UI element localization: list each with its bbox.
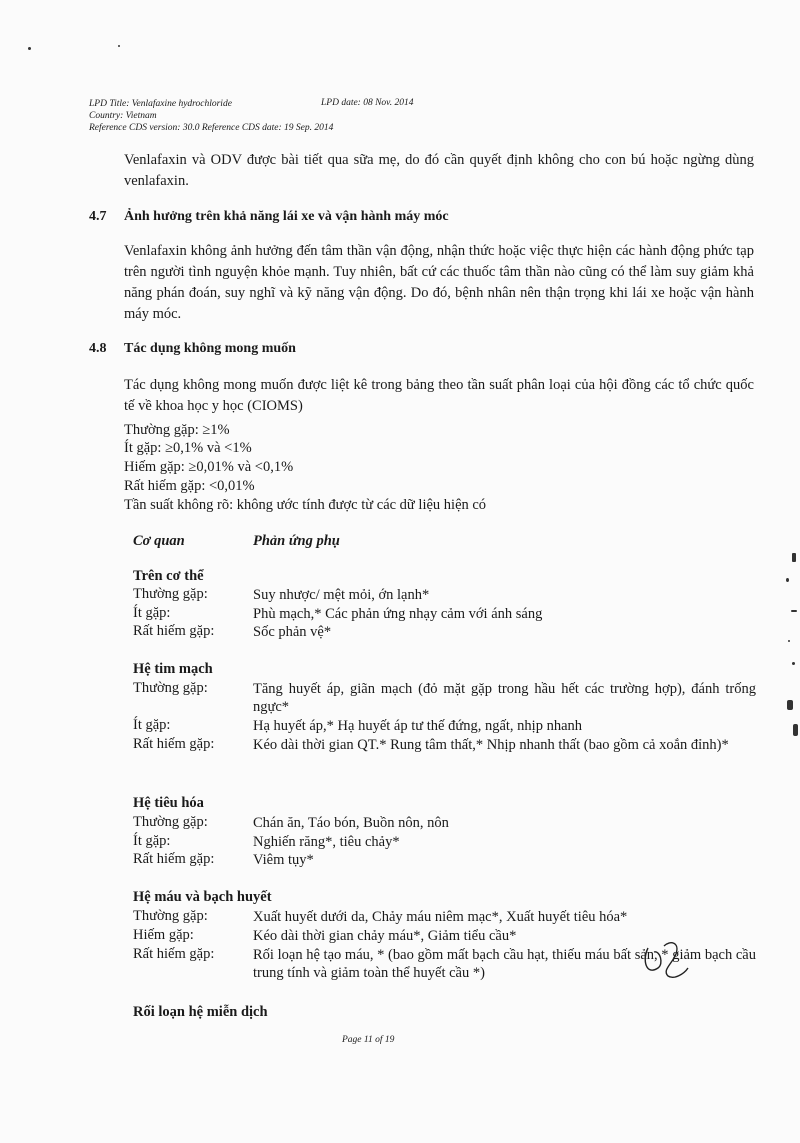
frequency-line: Thường gặp: ≥1%: [124, 422, 230, 438]
column-header-organ: Cơ quan: [133, 533, 185, 549]
reaction-value: Hạ huyết áp,* Hạ huyết áp tư thế đứng, ngất, nhịp nhanh: [253, 718, 583, 734]
frequency-line: Rất hiếm gặp: <0,01%: [124, 478, 255, 494]
frequency-label: Ít gặp:: [133, 833, 171, 849]
header-country: Country: Vietnam: [89, 111, 157, 121]
reaction-value: Chán ăn, Táo bón, Buồn nôn, nôn: [253, 815, 449, 831]
scan-speck: [792, 662, 795, 665]
group-title: Hệ máu và bạch huyết: [133, 889, 272, 905]
reaction-value: Viêm tụy*: [253, 852, 314, 868]
group-title: Trên cơ thể: [133, 568, 204, 584]
frequency-label: Thường gặp:: [133, 680, 208, 696]
section-number: 4.7: [89, 209, 107, 224]
frequency-line: Tần suất không rõ: không ước tính được từ các dữ liệu hiện có: [124, 497, 487, 513]
group-title: Hệ tiêu hóa: [133, 795, 204, 811]
scan-speck: [792, 553, 796, 562]
scan-speck: [788, 640, 790, 642]
scan-speck: [791, 610, 797, 612]
frequency-label: Rất hiếm gặp:: [133, 736, 215, 752]
intro-paragraph: Venlafaxin và ODV được bài tiết qua sữa mẹ, do đó cần quyết định không cho con bú hoặc ngừng dùng venlafaxin.: [124, 152, 754, 189]
frequency-label: Ít gặp:: [133, 605, 171, 621]
reaction-value: Kéo dài thời gian chảy máu*, Giảm tiểu cầu*: [253, 928, 517, 944]
frequency-label: Hiếm gặp:: [133, 927, 194, 943]
section-title: Tác dụng không mong muốn: [124, 341, 296, 356]
frequency-label: Rất hiếm gặp:: [133, 623, 215, 639]
frequency-label: Ít gặp:: [133, 717, 171, 733]
header-reference: Reference CDS version: 30.0 Reference CDS date: 19 Sep. 2014: [89, 123, 334, 133]
scan-speck: [793, 724, 798, 736]
scan-speck: [28, 47, 31, 50]
reaction-value: Tăng huyết áp, giãn mạch (đỏ mặt gặp trong hầu hết các trường hợp), đánh trống ngực*: [253, 681, 756, 715]
frequency-label: Rất hiếm gặp:: [133, 946, 215, 962]
section-body: Venlafaxin không ảnh hưởng đến tâm thần vận động, nhận thức hoặc việc thực hiện các hành động phức tạp trên người tình nguyện khỏe mạnh. Tuy nhiên, bất cứ các thuốc tâm thần nào cũng có thể làm suy giảm khả năng phán đoán, suy nghĩ và kỹ năng vận động. Do đó, bệnh nhân nên thận trọng khi lái xe hoặc vận hành máy móc.: [124, 243, 754, 322]
scan-speck: [786, 578, 789, 582]
reaction-value: Rối loạn hệ tạo máu, * (bao gồm mất bạch cầu hạt, thiếu máu bất sản, * giảm bạch cầu trung tính và giảm toàn thể huyết cầu *): [253, 947, 756, 981]
group-title: Rối loạn hệ miễn dịch: [133, 1004, 268, 1020]
reaction-value: Nghiến răng*, tiêu chảy*: [253, 834, 400, 850]
section-number: 4.8: [89, 341, 107, 356]
scan-speck: [118, 45, 120, 47]
reaction-value: Sốc phản vệ*: [253, 624, 332, 640]
frequency-line: Hiếm gặp: ≥0,01% và <0,1%: [124, 459, 294, 475]
handwritten-initials: [640, 938, 700, 984]
frequency-line: Ít gặp: ≥0,1% và <1%: [124, 440, 252, 456]
page-footer: Page 11 of 19: [342, 1035, 395, 1045]
section-title: Ảnh hưởng trên khả năng lái xe và vận hành máy móc: [124, 209, 449, 224]
frequency-label: Thường gặp:: [133, 908, 208, 924]
frequency-label: Rất hiếm gặp:: [133, 851, 215, 867]
frequency-label: Thường gặp:: [133, 586, 208, 602]
scan-speck: [787, 700, 793, 710]
reaction-value: Xuất huyết dưới da, Chảy máu niêm mạc*, Xuất huyết tiêu hóa*: [253, 909, 628, 925]
header-lpd-date: LPD date: 08 Nov. 2014: [321, 98, 414, 108]
reaction-value: Kéo dài thời gian QT.* Rung tâm thất,* Nhịp nhanh thất (bao gồm cả xoắn đỉnh)*: [253, 737, 729, 753]
header-lpd-title: LPD Title: Venlafaxine hydrochloride: [89, 99, 232, 109]
group-title: Hệ tim mạch: [133, 661, 213, 677]
reaction-value: Suy nhược/ mệt mỏi, ớn lạnh*: [253, 587, 430, 603]
section-body: Tác dụng không mong muốn được liệt kê trong bảng theo tần suất phân loại của hội đồng các tổ chức quốc tế về khoa học y học (CIOMS): [124, 377, 754, 414]
column-header-reaction: Phản ứng phụ: [253, 533, 340, 549]
reaction-value: Phù mạch,* Các phản ứng nhạy cảm với ánh sáng: [253, 606, 543, 622]
frequency-label: Thường gặp:: [133, 814, 208, 830]
